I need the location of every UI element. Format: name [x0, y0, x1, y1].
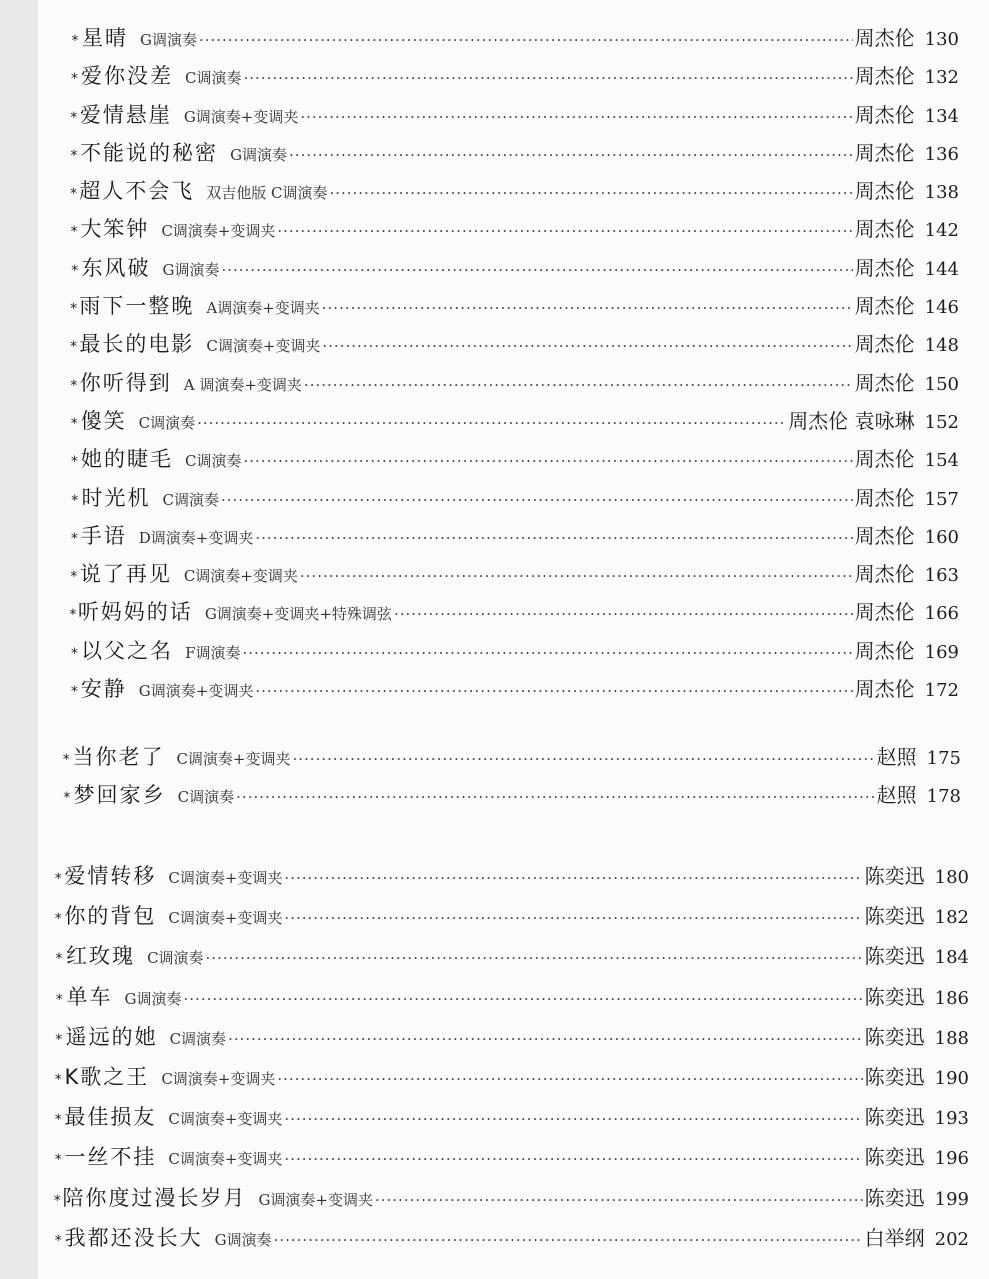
dot-leader — [284, 858, 862, 898]
entry-marker: * — [70, 339, 78, 356]
dot-leader — [236, 778, 874, 816]
page-number: 175 — [926, 748, 961, 769]
artist-name: 周杰伦 — [854, 140, 915, 165]
page-number: 138 — [924, 182, 959, 204]
toc-entry — [68, 134, 959, 172]
page-number: 199 — [934, 1188, 969, 1210]
arrangement-note: C调演奏 — [185, 69, 242, 88]
song-title: 大笨钟 — [80, 217, 150, 242]
toc-entry — [52, 1178, 969, 1218]
entry-marker: * — [63, 790, 71, 806]
entry-marker: * — [71, 454, 79, 471]
artist-name: 陈奕迅 — [864, 1145, 925, 1170]
book-page — [38, 0, 989, 1279]
page-number: 196 — [934, 1148, 969, 1170]
toc-entry — [52, 977, 969, 1017]
toc-group-zhao-zhao — [38, 738, 989, 814]
artist-name: 周杰伦 — [854, 64, 915, 89]
entry-marker: * — [71, 492, 79, 509]
arrangement-note: C调演奏+变调夹 — [168, 909, 283, 928]
dot-leader — [322, 289, 853, 327]
artist-name: 陈奕迅 — [864, 1105, 925, 1130]
entry-marker: * — [62, 752, 70, 768]
page-number: 142 — [924, 220, 959, 242]
page-number: 154 — [924, 450, 959, 472]
page-number: 172 — [924, 680, 959, 702]
artist-name: 周杰伦 — [854, 26, 915, 50]
song-title: 你听得到 — [79, 370, 172, 395]
page-number: 144 — [924, 258, 959, 280]
song-title: 不能说的秘密 — [80, 140, 219, 165]
page-number: 180 — [934, 867, 969, 888]
page-number: 202 — [934, 1228, 969, 1250]
dot-leader — [284, 1139, 862, 1179]
entry-marker: * — [53, 1192, 61, 1209]
toc-entry — [68, 632, 959, 670]
dot-leader — [274, 1220, 863, 1260]
entry-marker: * — [55, 991, 63, 1008]
song-title: 最长的电影 — [79, 332, 195, 357]
arrangement-note: C调演奏+变调夹 — [176, 750, 291, 768]
entry-marker: * — [70, 147, 78, 164]
page-number: 148 — [924, 335, 959, 357]
entry-marker: * — [70, 415, 78, 432]
toc-entry — [68, 172, 959, 210]
arrangement-note: C调演奏 — [147, 949, 204, 968]
dot-leader — [394, 595, 853, 633]
artist-name: 陈奕迅 — [864, 864, 925, 888]
page-number: 152 — [924, 411, 959, 433]
toc-entry — [52, 936, 969, 976]
entry-marker: * — [55, 1031, 63, 1048]
dot-leader — [244, 59, 853, 97]
song-title: 手语 — [80, 523, 127, 548]
artist-name: 陈奕迅 — [864, 984, 925, 1009]
song-title: 最佳损友 — [64, 1105, 157, 1130]
entry-marker: * — [70, 301, 78, 318]
toc-entry — [60, 776, 961, 814]
toc-entry — [52, 896, 969, 936]
page-number: 136 — [924, 143, 959, 165]
arrangement-note: A调演奏+变调夹 — [206, 299, 320, 318]
entry-marker: * — [54, 911, 62, 928]
artist-name: 周杰伦 — [854, 447, 915, 472]
artist-name: 周杰伦 — [854, 562, 915, 587]
song-title: 单车 — [66, 984, 113, 1009]
toc-entry — [68, 210, 959, 248]
dot-leader — [375, 1180, 863, 1220]
table-of-contents — [38, 0, 989, 1279]
entry-marker: * — [71, 33, 79, 49]
song-title: 当你老了 — [72, 745, 165, 769]
artist-name: 陈奕迅 — [864, 904, 925, 929]
page-number: 166 — [924, 603, 959, 625]
arrangement-note: G调演奏 — [124, 989, 182, 1008]
arrangement-note: C调演奏+变调夹 — [183, 567, 298, 586]
artist-name: 周杰伦 — [854, 294, 915, 319]
song-title: 梦回家乡 — [73, 783, 166, 807]
toc-group-jay-chou — [38, 19, 989, 708]
dot-leader — [277, 212, 852, 250]
song-title: 东风破 — [81, 255, 151, 280]
entry-marker: * — [54, 1112, 62, 1129]
dot-leader — [293, 740, 875, 778]
toc-entry — [68, 57, 959, 95]
toc-entry — [68, 440, 959, 478]
entry-marker: * — [70, 530, 78, 547]
arrangement-note: C调演奏 — [162, 490, 219, 509]
song-title: 一丝不挂 — [64, 1145, 157, 1170]
dot-leader — [255, 672, 852, 710]
dot-leader — [228, 1019, 863, 1059]
page-number: 157 — [924, 488, 959, 510]
entry-marker: * — [71, 71, 79, 88]
page-number: 178 — [926, 786, 961, 807]
page-number: 193 — [934, 1108, 969, 1130]
page-number: 134 — [924, 105, 959, 127]
artist-name: 陈奕迅 — [864, 1064, 925, 1089]
dot-leader — [284, 898, 862, 938]
entry-marker: * — [70, 224, 78, 241]
dot-leader — [322, 327, 852, 365]
toc-entry — [68, 479, 959, 517]
artist-name: 周杰伦 — [854, 677, 915, 702]
song-title: 陪你度过漫长岁月 — [62, 1185, 247, 1210]
dot-leader — [206, 938, 863, 978]
artist-name: 陈奕迅 — [864, 944, 925, 969]
arrangement-note: G调演奏 — [230, 145, 288, 164]
song-title: 雨下一整晚 — [79, 294, 195, 319]
toc-entry — [68, 287, 959, 325]
arrangement-note: C调演奏+变调夹 — [168, 1110, 283, 1129]
page-number: 163 — [924, 565, 959, 587]
artist-name: 周杰伦 — [854, 217, 915, 242]
song-title: 爱情转移 — [64, 864, 157, 888]
song-title: 她的睫毛 — [81, 447, 174, 472]
dot-leader — [255, 519, 852, 557]
artist-name: 白举纲 — [864, 1225, 925, 1250]
toc-entry — [68, 517, 959, 555]
arrangement-note: G调演奏 — [139, 31, 197, 49]
toc-entry — [68, 96, 959, 134]
song-title: 说了再见 — [79, 562, 172, 587]
entry-marker: * — [70, 684, 78, 701]
page-number: 169 — [924, 641, 959, 663]
entry-marker: * — [71, 262, 79, 279]
artist-name: 陈奕迅 — [864, 1024, 925, 1049]
arrangement-note: G调演奏 — [162, 260, 220, 279]
toc-entry — [52, 1137, 969, 1177]
page-number: 130 — [924, 29, 959, 50]
toc-entry — [52, 1218, 969, 1258]
arrangement-note: C调演奏+变调夹 — [161, 222, 276, 241]
toc-entry — [68, 555, 959, 593]
toc-entry — [68, 325, 959, 363]
dot-leader — [244, 442, 853, 480]
toc-entry — [68, 670, 959, 708]
song-title: 傻笑 — [80, 408, 127, 433]
arrangement-note: 双吉他版 C调演奏 — [206, 184, 328, 203]
entry-marker: * — [55, 951, 63, 968]
arrangement-note: C调演奏+变调夹 — [161, 1069, 276, 1088]
arrangement-note: C调演奏 — [177, 788, 235, 806]
dot-leader — [289, 136, 853, 174]
arrangement-note: C调演奏 — [185, 452, 242, 471]
entry-marker: * — [70, 377, 78, 394]
arrangement-note: G调演奏+变调夹 — [258, 1190, 373, 1209]
artist-name: 周杰伦 — [854, 370, 915, 395]
artist-name: 周杰伦 — [854, 332, 915, 357]
dot-leader — [197, 404, 786, 442]
dot-leader — [329, 174, 852, 212]
dot-leader — [199, 21, 853, 59]
dot-leader — [184, 979, 863, 1019]
song-title: 爱情悬崖 — [79, 102, 172, 127]
artist-name: 周杰伦 袁咏琳 — [788, 408, 915, 433]
song-title: 红玫瑰 — [66, 944, 136, 969]
entry-marker: * — [70, 109, 78, 126]
toc-group-eason-chan — [38, 856, 989, 1258]
artist-name: 周杰伦 — [854, 255, 915, 280]
toc-entry — [68, 19, 959, 57]
toc-entry — [68, 402, 959, 440]
toc-entry — [52, 1057, 969, 1097]
arrangement-note: A 调演奏+变调夹 — [183, 375, 302, 394]
page-number: 186 — [934, 987, 969, 1009]
dot-leader — [277, 1059, 862, 1099]
page-number: 146 — [924, 297, 959, 319]
dot-leader — [284, 1099, 862, 1139]
song-title: K歌之王 — [64, 1064, 150, 1089]
dot-leader — [221, 481, 853, 519]
artist-name: 赵照 — [876, 745, 917, 769]
arrangement-note: C调演奏 — [169, 1029, 227, 1048]
toc-entry — [52, 1017, 969, 1057]
entry-marker: * — [69, 607, 77, 624]
toc-entry — [68, 364, 959, 402]
arrangement-note: C调演奏+变调夹 — [168, 1150, 283, 1169]
artist-name: 周杰伦 — [854, 179, 915, 204]
arrangement-note: F调演奏 — [185, 643, 241, 662]
arrangement-note: C调演奏 — [138, 413, 196, 432]
arrangement-note: C调演奏+变调夹 — [168, 869, 283, 887]
song-title: 安静 — [80, 677, 127, 702]
dot-leader — [222, 251, 853, 289]
artist-name: 周杰伦 — [854, 485, 915, 510]
artist-name: 陈奕迅 — [864, 1185, 925, 1210]
dot-leader — [242, 634, 852, 672]
arrangement-note: G调演奏+变调夹+特殊调弦 — [204, 605, 392, 624]
page-number: 188 — [934, 1027, 969, 1049]
artist-name: 周杰伦 — [854, 600, 915, 625]
toc-entry — [68, 249, 959, 287]
entry-marker: * — [54, 1232, 62, 1249]
artist-name: 周杰伦 — [854, 638, 915, 663]
dot-leader — [300, 557, 853, 595]
song-title: 遥远的她 — [65, 1024, 158, 1049]
page-number: 150 — [924, 373, 959, 395]
toc-entry — [60, 738, 961, 776]
dot-leader — [304, 366, 853, 404]
entry-marker: * — [54, 1152, 62, 1169]
entry-marker: * — [70, 186, 78, 203]
artist-name: 周杰伦 — [854, 523, 915, 548]
page-number: 132 — [924, 67, 959, 89]
song-title: 我都还没长大 — [64, 1225, 203, 1250]
artist-name: 赵照 — [876, 783, 917, 807]
page-number: 190 — [934, 1067, 969, 1089]
song-title: 超人不会飞 — [79, 179, 195, 204]
page-number: 160 — [924, 526, 959, 548]
page-number: 182 — [934, 907, 969, 929]
song-title: 爱你没差 — [81, 64, 174, 89]
dot-leader — [300, 98, 852, 136]
entry-marker: * — [54, 871, 62, 887]
toc-entry — [68, 593, 959, 631]
artist-name: 周杰伦 — [854, 102, 915, 127]
arrangement-note: G调演奏 — [214, 1230, 272, 1249]
song-title: 听妈妈的话 — [77, 600, 193, 625]
arrangement-note: G调演奏+变调夹 — [183, 107, 299, 126]
song-title: 时光机 — [81, 485, 151, 510]
page-number: 184 — [934, 947, 969, 969]
toc-entry — [52, 856, 969, 896]
arrangement-note: G调演奏+变调夹 — [138, 682, 254, 701]
arrangement-note: C调演奏+变调夹 — [206, 337, 321, 356]
entry-marker: * — [70, 569, 78, 586]
song-title: 星晴 — [81, 26, 128, 50]
arrangement-note: D调演奏+变调夹 — [138, 528, 254, 547]
entry-marker: * — [71, 645, 79, 662]
song-title: 以父之名 — [81, 638, 174, 663]
toc-entry — [52, 1097, 969, 1137]
song-title: 你的背包 — [64, 904, 157, 929]
entry-marker: * — [54, 1071, 62, 1088]
